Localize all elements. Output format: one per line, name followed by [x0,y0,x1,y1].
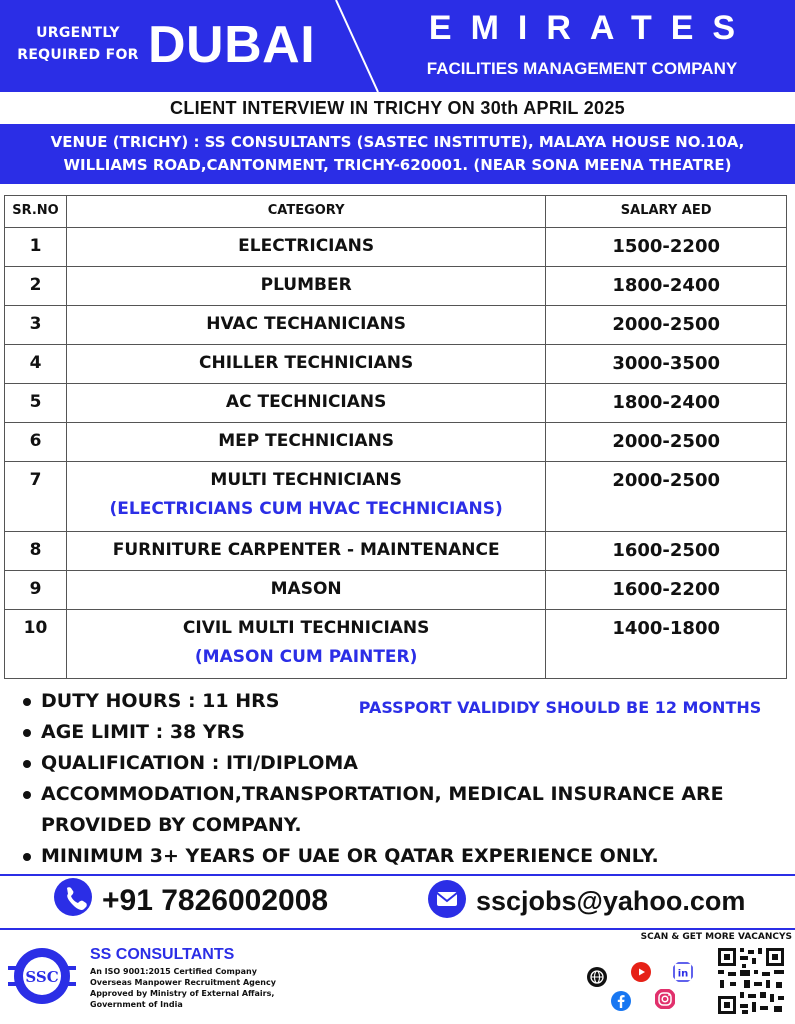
phone-icon [54,878,92,916]
linkedin-text: in [677,968,689,980]
table-row [5,462,787,532]
duty-hours: DUTY HOURS : 11 HRS [20,686,790,717]
logo-text: SSC [25,968,59,986]
phone-number[interactable]: +91 7826002008 [102,884,329,917]
row-category-cell [66,610,545,679]
table-row [5,532,787,571]
company-line1: An ISO 9001:2015 Certified Company [90,967,257,976]
urgently-line1: URGENTLY [36,25,120,41]
row-number: 6 [5,423,67,462]
row-category: MEP TECHNICIANS [66,423,545,462]
table-row [5,228,787,267]
row-category: CHILLER TECHNICIANS [66,345,545,384]
benefits-line2: PROVIDED BY COMPANY. [41,814,302,836]
company-line3: Approved by Ministry of External Affairs, [90,989,275,998]
row-category: MASON [66,571,545,610]
row-category-cell [66,462,545,532]
row-salary: 1600-2200 [546,571,787,610]
row-category-detail: (MASON CUM PAINTER) [194,647,418,667]
linkedin-icon[interactable] [672,961,694,983]
experience: MINIMUM 3+ YEARS OF UAE OR QATAR EXPERIENCE ONLY. [20,841,790,872]
table-row [5,384,787,423]
table-row [5,345,787,384]
header-category: CATEGORY [66,196,545,228]
row-category: CIVIL MULTI TECHNICIANS [182,618,430,638]
row-salary: 2000-2500 [546,423,787,462]
table-row [5,267,787,306]
table-header-row [5,196,787,228]
row-category: ELECTRICIANS [66,228,545,267]
row-salary: 1500-2200 [546,228,787,267]
row-category: PLUMBER [66,267,545,306]
company-line2: Overseas Manpower Recruitment Agency [90,978,276,987]
venue-line1: VENUE (TRICHY) : SS CONSULTANTS (SASTEC INSTITUTE), MALAYA HOUSE NO.10A, [50,133,745,151]
row-number: 8 [5,532,67,571]
ssc-logo [4,938,80,1014]
benefits [20,779,790,841]
email-address[interactable]: sscjobs@yahoo.com [476,886,746,916]
passport-note: PASSPORT VALIDIDY SHOULD BE 12 MONTHS [358,698,762,717]
venue-line2: WILLIAMS ROAD,CANTONMENT, TRICHY-620001. (NEAR SONA MEENA THEATRE) [63,156,732,174]
benefits-line1: ACCOMMODATION,TRANSPORTATION, MEDICAL INSURANCE ARE [41,783,724,805]
company-info [90,944,350,1010]
table-row [5,571,787,610]
row-number: 1 [5,228,67,267]
header-banner [0,0,795,92]
header-salary: SALARY AED [546,196,787,228]
company-line4: Government of India [90,1000,183,1009]
qr-code-icon[interactable] [716,946,786,1016]
vacancy-table [4,195,787,679]
row-category: MULTI TECHNICIANS [210,470,402,490]
row-salary: 1600-2500 [546,532,787,571]
row-number: 2 [5,267,67,306]
row-category-detail: (ELECTRICIANS CUM HVAC TECHNICIANS) [109,499,503,519]
table-row [5,610,787,679]
table-row [5,306,787,345]
urgently-line2: REQUIRED FOR [17,47,139,63]
header-srno: SR.NO [5,196,67,228]
row-salary: 2000-2500 [546,462,787,532]
company-name: SS CONSULTANTS [90,946,235,963]
youtube-icon[interactable] [630,961,652,983]
row-salary: 3000-3500 [546,345,787,384]
globe-icon[interactable] [586,966,608,988]
row-category: AC TECHNICIANS [66,384,545,423]
row-salary: 1800-2400 [546,267,787,306]
age-limit: AGE LIMIT : 38 YRS [20,717,790,748]
venue-banner [0,124,795,184]
scan-label: SCAN & GET MORE VACANCYS [640,932,792,942]
city-title: DUBAI [148,16,316,74]
mail-icon [428,880,466,918]
qualification: QUALIFICATION : ITI/DIPLOMA [20,748,790,779]
interview-banner: CLIENT INTERVIEW IN TRICHY ON 30th APRIL 2025 [170,98,625,118]
row-number: 9 [5,571,67,610]
urgently-label [14,22,142,66]
company-title: EMIRATES [428,9,755,47]
row-category: HVAC TECHANICIANS [66,306,545,345]
row-salary: 1400-1800 [546,610,787,679]
facebook-icon[interactable] [610,990,632,1012]
row-salary: 2000-2500 [546,306,787,345]
row-category: FURNITURE CARPENTER - MAINTENANCE [66,532,545,571]
row-salary: 1800-2400 [546,384,787,423]
row-number: 3 [5,306,67,345]
table-row [5,423,787,462]
row-number: 7 [5,462,67,532]
row-number: 4 [5,345,67,384]
instagram-icon[interactable] [654,988,676,1010]
row-number: 10 [5,610,67,679]
row-number: 5 [5,384,67,423]
contact-bar [0,876,795,928]
company-subtitle: FACILITIES MANAGEMENT COMPANY [426,59,738,78]
